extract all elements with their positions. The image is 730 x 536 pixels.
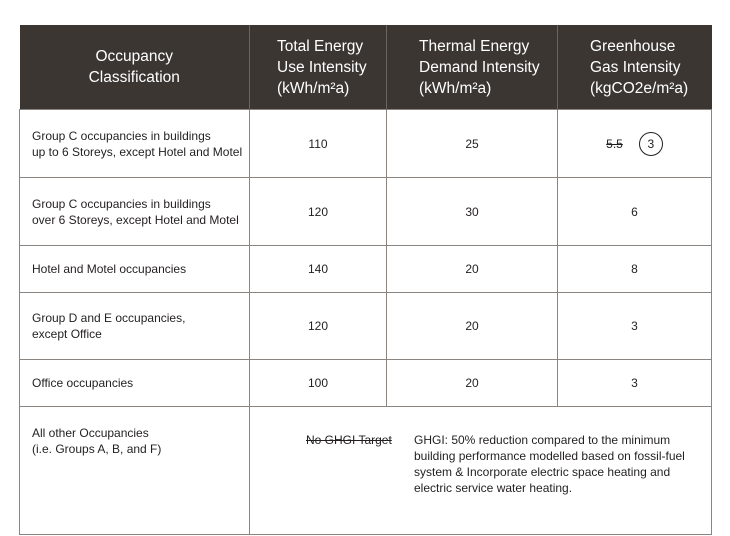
header-teui-line: Total Energy (277, 37, 364, 55)
teui-cell: 120 (250, 293, 387, 360)
occupancy-text: (i.e. Groups A, B, and F) (32, 442, 162, 456)
occupancy-text: Group C occupancies in buildings (32, 128, 211, 143)
table-row (20, 293, 712, 360)
occupancy-text: All other Occupancies (32, 426, 149, 440)
occupancy-cell (20, 407, 250, 535)
header-occupancy-line: Classification (88, 69, 180, 86)
ghgi-new-value-circled: 3 (639, 132, 663, 156)
header-ghgi-line: Gas Intensity (590, 58, 681, 76)
header-tedi (387, 25, 558, 110)
energy-targets-table (19, 25, 712, 535)
ghgi-note-line: building performance modelled based on fossil-fuel (414, 449, 685, 463)
occupancy-text: Group D and E occupancies, (32, 311, 186, 325)
occupancy-cell (20, 246, 250, 293)
header-teui-line: Use Intensity (277, 58, 367, 76)
occupancy-text: over 6 Storeys, except Hotel and Motel (32, 212, 239, 227)
tedi-cell: 30 (387, 178, 558, 246)
other-occupancies-cell (250, 407, 712, 535)
teui-cell: 140 (250, 246, 387, 293)
tedi-cell: 25 (387, 110, 558, 178)
ghgi-note-line: system & Incorporate electric space heating and (414, 465, 671, 479)
no-ghgi-target-struck: No GHGI Target (306, 433, 392, 447)
table-row (20, 178, 712, 246)
ghgi-cell: 8 (558, 246, 712, 293)
header-row (20, 25, 712, 110)
header-ghgi (558, 25, 712, 110)
header-tedi-line: Demand Intensity (419, 58, 540, 76)
ghgi-cell: 6 (558, 178, 712, 246)
ghgi-cell: 3 (558, 360, 712, 407)
occupancy-text: up to 6 Storeys, except Hotel and Motel (32, 144, 243, 159)
other-occupancies-content (250, 407, 711, 534)
header-ghgi-line: (kgCO2e/m²a) (590, 79, 689, 97)
occupancy-text: Hotel and Motel occupancies (32, 262, 187, 276)
occupancy-cell (20, 293, 250, 360)
table-row (20, 246, 712, 293)
header-occupancy (20, 25, 250, 110)
ghgi-note-line: electric service water heating. (414, 481, 573, 495)
header-ghgi-line: Greenhouse (590, 37, 676, 55)
occupancy-text: Office occupancies (32, 376, 134, 390)
teui-cell: 120 (250, 178, 387, 246)
tedi-cell: 20 (387, 246, 558, 293)
header-occupancy-line: Occupancy (95, 48, 174, 65)
table-row (20, 360, 712, 407)
ghgi-revision (606, 132, 663, 156)
table-row (20, 407, 712, 535)
header-tedi-line: (kWh/m²a) (419, 79, 492, 97)
ghgi-note-line: GHGI: 50% reduction compared to the minimum (414, 433, 671, 447)
ghgi-cell: 3 (558, 293, 712, 360)
tedi-cell: 20 (387, 293, 558, 360)
occupancy-text: Group C occupancies in buildings (32, 196, 211, 211)
table-row (20, 110, 712, 178)
teui-cell: 100 (250, 360, 387, 407)
occupancy-text: except Office (32, 327, 102, 341)
occupancy-cell (20, 178, 250, 246)
header-teui (250, 25, 387, 110)
tedi-cell: 20 (387, 360, 558, 407)
header-tedi-line: Thermal Energy (419, 37, 530, 55)
ghgi-cell (558, 110, 712, 178)
header-teui-line: (kWh/m²a) (277, 79, 350, 97)
occupancy-cell (20, 360, 250, 407)
ghgi-note (414, 432, 689, 496)
occupancy-cell (20, 110, 250, 178)
teui-cell: 110 (250, 110, 387, 178)
ghgi-old-value: 5.5 (606, 136, 623, 151)
